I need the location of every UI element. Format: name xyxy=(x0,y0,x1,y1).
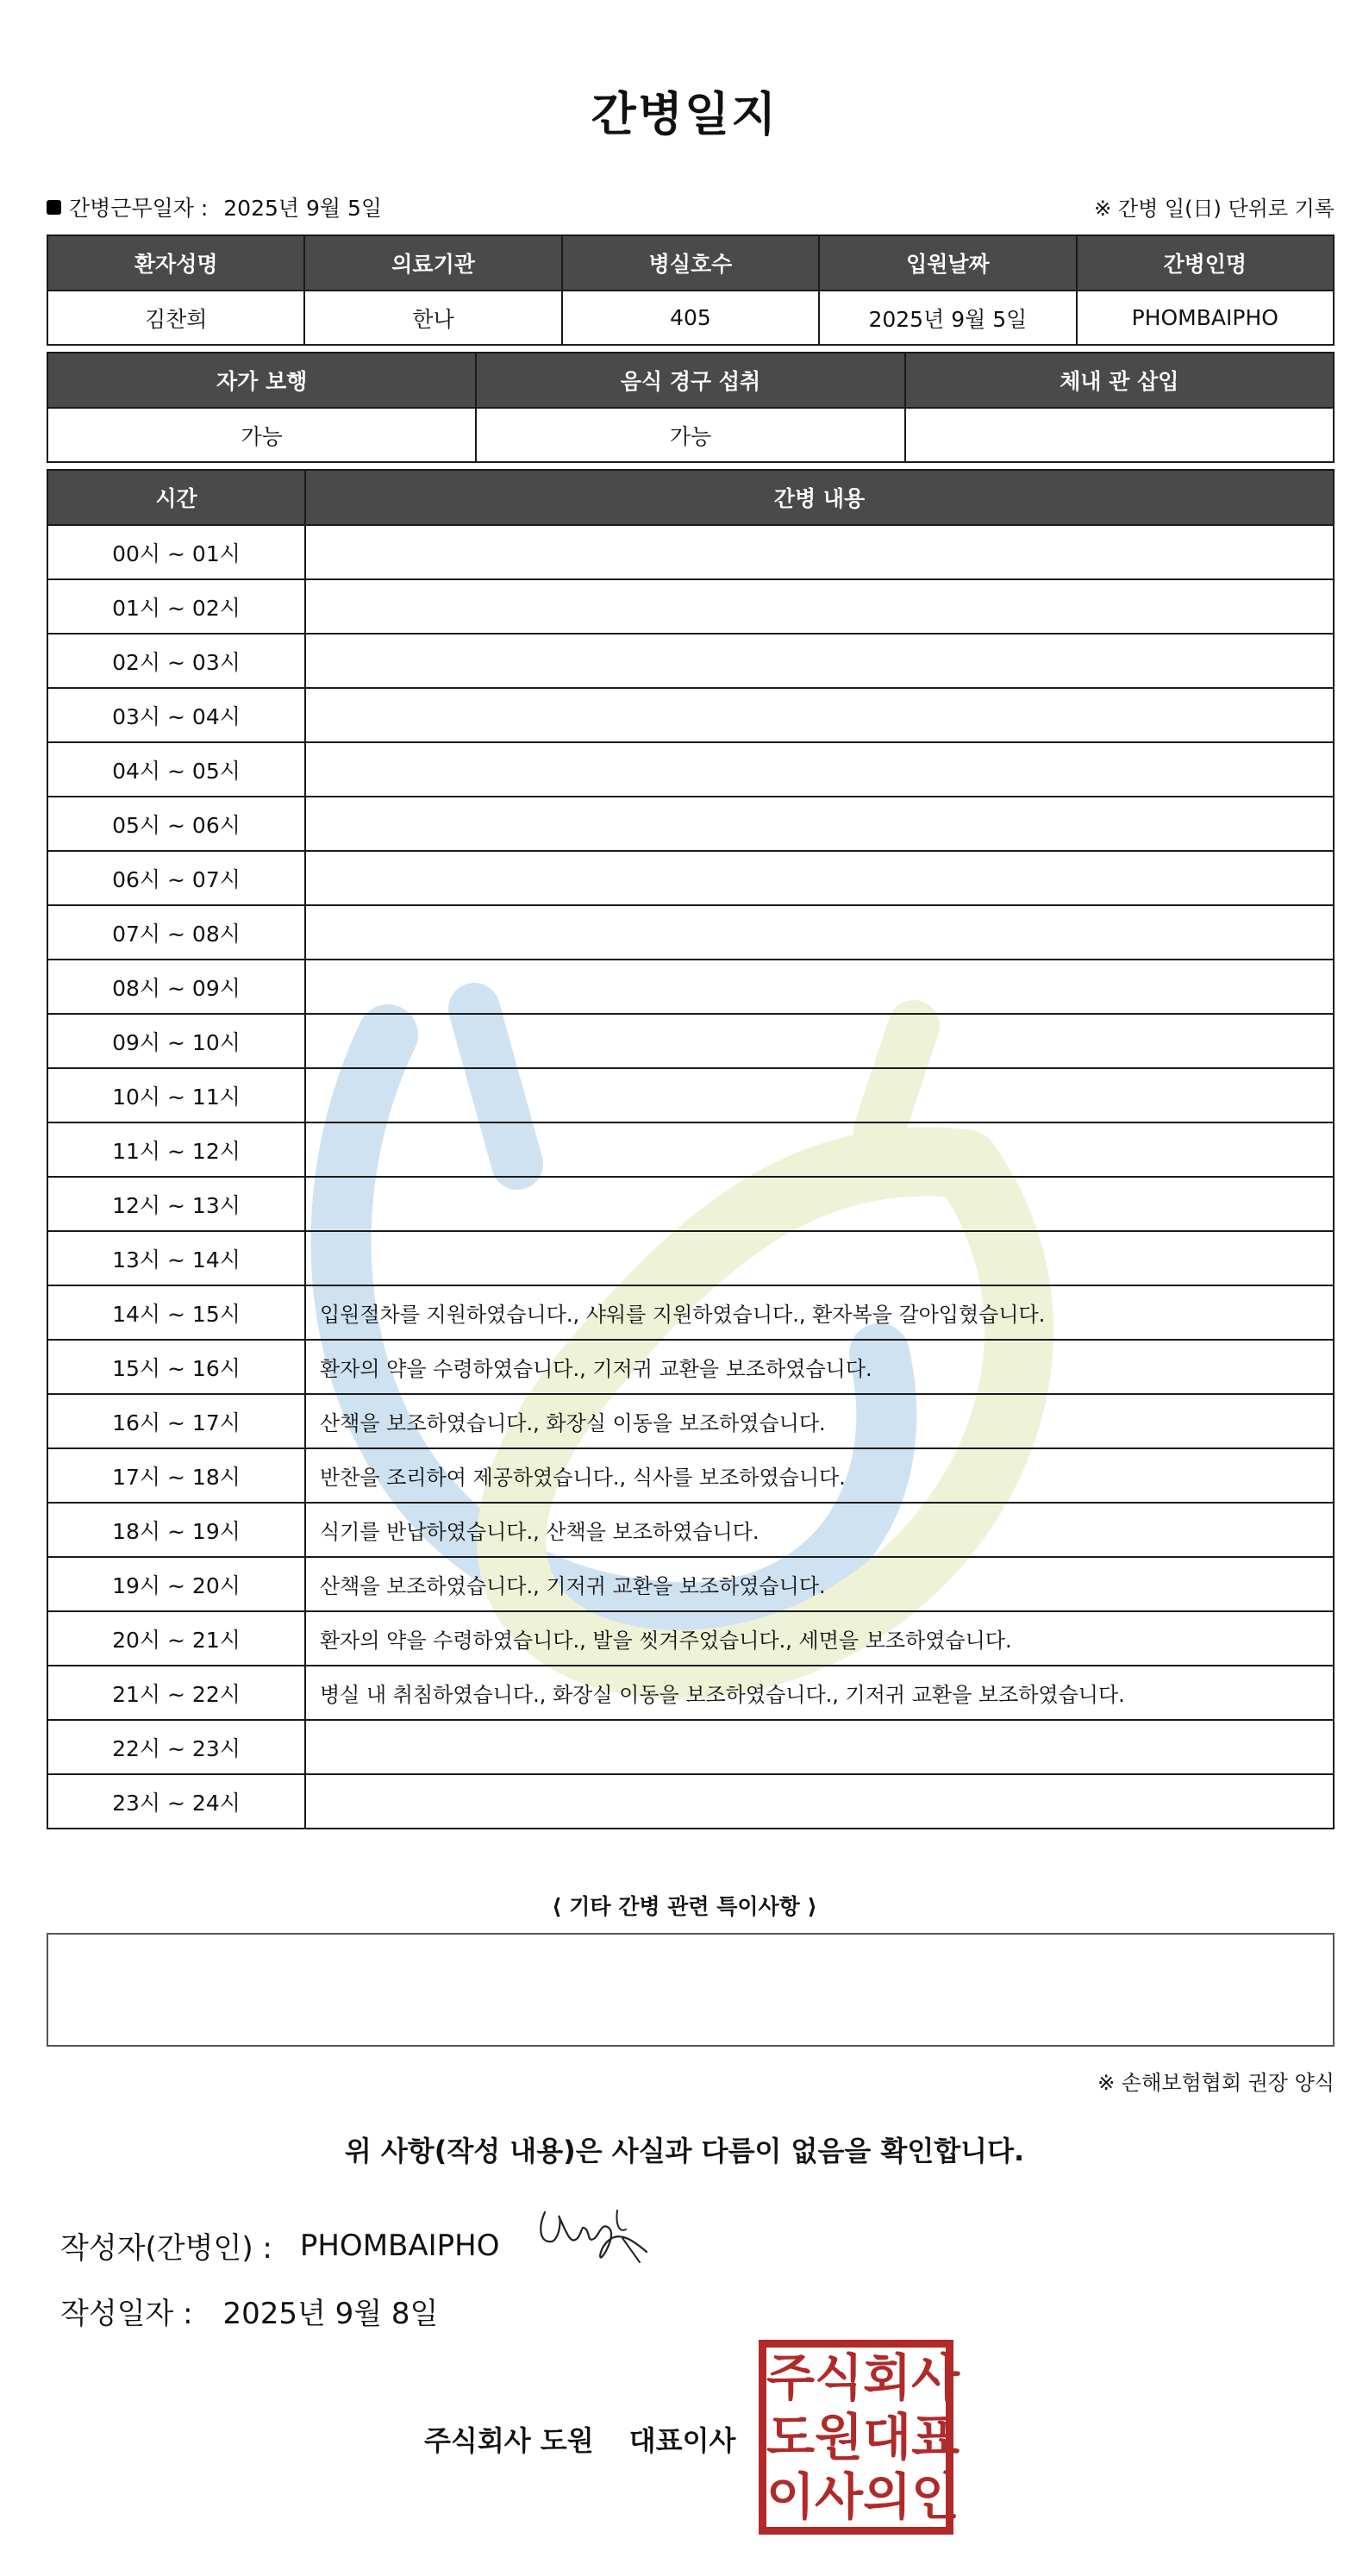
log-row xyxy=(47,579,1334,634)
log-content-cell xyxy=(305,851,1334,905)
log-content-cell: 산책을 보조하였습니다., 화장실 이동을 보조하였습니다. xyxy=(305,1394,1334,1448)
seal-char: 사 xyxy=(815,2467,864,2527)
log-row xyxy=(47,960,1334,1014)
log-content-cell xyxy=(305,1231,1334,1285)
log-time-cell: 09시 ~ 10시 xyxy=(47,1014,305,1068)
company-name: 주식회사 도원 xyxy=(424,2424,594,2457)
log-row xyxy=(47,1720,1334,1774)
info-cell: 김찬희 xyxy=(47,291,304,345)
status-cell xyxy=(905,408,1334,462)
info-header: 환자성명 xyxy=(47,235,304,291)
info-cell: PHOMBAIPHO xyxy=(1077,291,1334,345)
log-row xyxy=(47,525,1334,579)
log-time-cell: 06시 ~ 07시 xyxy=(47,851,305,905)
status-cell: 가능 xyxy=(476,408,904,462)
log-row xyxy=(47,1503,1334,1557)
log-time-cell: 04시 ~ 05시 xyxy=(47,742,305,797)
status-cell: 가능 xyxy=(47,408,476,462)
log-row xyxy=(47,742,1334,797)
info-header: 병실호수 xyxy=(562,235,819,291)
info-cell: 405 xyxy=(562,291,819,345)
write-date-label: 작성일자 : xyxy=(60,2297,193,2331)
log-content-cell xyxy=(305,1177,1334,1231)
log-row xyxy=(47,1122,1334,1177)
log-content-cell: 입원절차를 지원하였습니다., 샤워를 지원하였습니다., 환자복을 갈아입혔습니다. xyxy=(305,1285,1334,1340)
log-time-cell: 08시 ~ 09시 xyxy=(47,960,305,1014)
log-row xyxy=(47,1231,1334,1285)
seal-char: 사 xyxy=(911,2348,960,2407)
seal-char: 회 xyxy=(863,2348,912,2407)
seal-char: 이 xyxy=(766,2467,816,2527)
log-row xyxy=(47,905,1334,960)
care-log-table xyxy=(47,469,1335,1829)
info-cell: 한나 xyxy=(304,291,561,345)
company-line xyxy=(424,2419,735,2459)
seal-char: 식 xyxy=(815,2348,864,2407)
info-header: 의료기관 xyxy=(304,235,561,291)
log-content-cell xyxy=(305,1014,1334,1068)
seal-char: 의 xyxy=(863,2467,912,2527)
seal-char: 원 xyxy=(815,2407,864,2467)
log-header-time: 시간 xyxy=(47,470,305,525)
writer-name: PHOMBAIPHO xyxy=(299,2228,500,2263)
log-content-cell xyxy=(305,905,1334,960)
status-header: 체내 관 삽입 xyxy=(905,353,1334,408)
log-content-cell: 환자의 약을 수령하였습니다., 기저귀 교환을 보조하였습니다. xyxy=(305,1340,1334,1394)
log-time-cell: 18시 ~ 19시 xyxy=(47,1503,305,1557)
log-row xyxy=(47,1611,1334,1666)
log-time-cell: 19시 ~ 20시 xyxy=(47,1557,305,1611)
log-content-cell xyxy=(305,742,1334,797)
seal-char: 대 xyxy=(863,2407,912,2467)
seal-char: 도 xyxy=(766,2407,816,2467)
status-header: 자가 보행 xyxy=(47,353,476,408)
log-content-cell xyxy=(305,960,1334,1014)
seal-char: 주 xyxy=(766,2348,816,2407)
log-content-cell xyxy=(305,1068,1334,1122)
log-content-cell: 식기를 반납하였습니다., 산책을 보조하였습니다. xyxy=(305,1503,1334,1557)
extra-notes-box xyxy=(47,1933,1335,2047)
log-time-cell: 21시 ~ 22시 xyxy=(47,1666,305,1720)
log-row xyxy=(47,1014,1334,1068)
log-time-cell: 23시 ~ 24시 xyxy=(47,1774,305,1829)
log-time-cell: 12시 ~ 13시 xyxy=(47,1177,305,1231)
log-time-cell: 11시 ~ 12시 xyxy=(47,1122,305,1177)
info-cell: 2025년 9월 5일 xyxy=(819,291,1076,345)
log-row xyxy=(47,1774,1334,1829)
log-row xyxy=(47,1068,1334,1122)
log-time-cell: 17시 ~ 18시 xyxy=(47,1448,305,1503)
ceo-label: 대표이사 xyxy=(628,2424,736,2457)
log-row xyxy=(47,688,1334,742)
writer-label: 작성자(간병인) : xyxy=(60,2231,272,2266)
log-row xyxy=(47,1177,1334,1231)
log-time-cell: 10시 ~ 11시 xyxy=(47,1068,305,1122)
log-time-cell: 07시 ~ 08시 xyxy=(47,905,305,960)
signature-icon xyxy=(533,2204,653,2266)
log-content-cell xyxy=(305,634,1334,688)
log-row xyxy=(47,1666,1334,1720)
log-time-cell: 02시 ~ 03시 xyxy=(47,634,305,688)
log-row xyxy=(47,797,1334,851)
extra-notes-title: ⟨ 기타 간병 관련 특이사항 ⟩ xyxy=(552,1894,817,1919)
log-time-cell: 03시 ~ 04시 xyxy=(47,688,305,742)
log-time-cell: 16시 ~ 17시 xyxy=(47,1394,305,1448)
log-row xyxy=(47,1394,1334,1448)
status-header: 음식 경구 섭취 xyxy=(476,353,904,408)
log-row xyxy=(47,1557,1334,1611)
log-content-cell: 산책을 보조하였습니다., 기저귀 교환을 보조하였습니다. xyxy=(305,1557,1334,1611)
recommend-note: ※ 손해보험협회 권장 양식 xyxy=(1097,2071,1335,2095)
bullet-square-icon xyxy=(47,200,61,215)
unit-note: ※ 간병 일(日) 단위로 기록 xyxy=(1094,197,1335,221)
log-row xyxy=(47,1340,1334,1394)
log-time-cell: 05시 ~ 06시 xyxy=(47,797,305,851)
patient-info-table xyxy=(47,234,1335,346)
log-content-cell: 병실 내 취침하였습니다., 화장실 이동을 보조하였습니다., 기저귀 교환을 보조하였습니다. xyxy=(305,1666,1334,1720)
work-date-value: 2025년 9월 5일 xyxy=(223,196,383,221)
log-content-cell xyxy=(305,1720,1334,1774)
write-date-value: 2025년 9월 8일 xyxy=(222,2297,439,2331)
log-row xyxy=(47,634,1334,688)
log-time-cell: 14시 ~ 15시 xyxy=(47,1285,305,1340)
log-row xyxy=(47,1285,1334,1340)
log-row xyxy=(47,1448,1334,1503)
log-row xyxy=(47,851,1334,905)
log-content-cell xyxy=(305,525,1334,579)
log-content-cell xyxy=(305,579,1334,634)
seal-char: 인 xyxy=(911,2467,960,2527)
log-time-cell: 13시 ~ 14시 xyxy=(47,1231,305,1285)
patient-status-table xyxy=(47,352,1335,463)
work-date-label: 간병근무일자 : xyxy=(69,196,209,221)
info-header: 입원날짜 xyxy=(819,235,1076,291)
log-time-cell: 20시 ~ 21시 xyxy=(47,1611,305,1666)
log-content-cell: 반찬을 조리하여 제공하였습니다., 식사를 보조하였습니다. xyxy=(305,1448,1334,1503)
log-time-cell: 15시 ~ 16시 xyxy=(47,1340,305,1394)
log-header-content: 간병 내용 xyxy=(305,470,1334,525)
log-content-cell: 환자의 약을 수령하였습니다., 발을 씻겨주었습니다., 세면을 보조하였습니다. xyxy=(305,1611,1334,1666)
log-content-cell xyxy=(305,1122,1334,1177)
log-time-cell: 00시 ~ 01시 xyxy=(47,525,305,579)
info-header: 간병인명 xyxy=(1077,235,1334,291)
work-date xyxy=(47,191,382,222)
seal-char: 표 xyxy=(911,2407,960,2467)
log-content-cell xyxy=(305,797,1334,851)
log-content-cell xyxy=(305,1774,1334,1829)
confirm-statement: 위 사항(작성 내용)은 사실과 다름이 없음을 확인합니다. xyxy=(344,2135,1025,2167)
page-title: 간병일지 xyxy=(591,87,778,141)
log-time-cell: 22시 ~ 23시 xyxy=(47,1720,305,1774)
log-time-cell: 01시 ~ 02시 xyxy=(47,579,305,634)
log-content-cell xyxy=(305,688,1334,742)
write-date-line xyxy=(60,2290,438,2332)
writer-line xyxy=(60,2224,499,2267)
company-seal-stamp xyxy=(759,2340,960,2535)
